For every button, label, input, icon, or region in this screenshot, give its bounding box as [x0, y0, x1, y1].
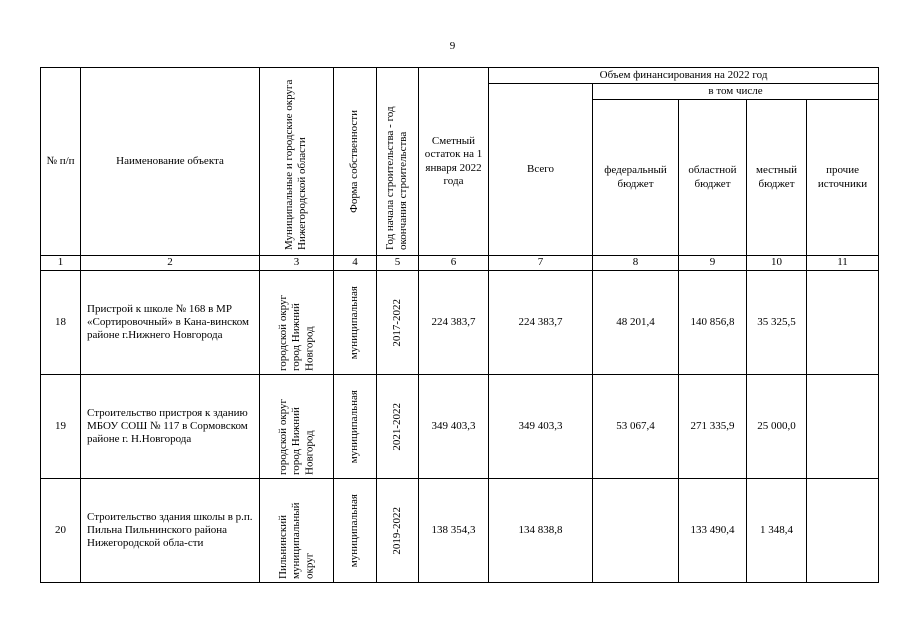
header-name: Наименование объекта [81, 68, 260, 256]
row-regional: 140 856,8 [679, 271, 747, 375]
page-number: 9 [449, 40, 456, 52]
row-local: 1 348,4 [747, 479, 807, 583]
row-ownership: муниципальная [334, 375, 377, 479]
row-years: 2019-2022 [377, 479, 419, 583]
row-num: 20 [41, 479, 81, 583]
row-municipality: Пильнинский муниципальный округ [260, 479, 334, 583]
row-other [807, 479, 879, 583]
header-local: местный бюджет [747, 100, 807, 256]
column-number: 5 [377, 256, 419, 271]
row-name: Строительство пристроя к зданию МБОУ СОШ № 117 в Сормовском районе г. Н.Новгорода [81, 375, 260, 479]
row-estimate: 349 403,3 [419, 375, 489, 479]
header-funding-group: Объем финансирования на 2022 год [489, 68, 879, 84]
header-other: прочие источники [807, 100, 879, 256]
row-name: Строительство здания школы в р.п. Пильна Пильнинского района Нижегородской обла-сти [81, 479, 260, 583]
row-ownership: муниципальная [334, 479, 377, 583]
row-estimate: 138 354,3 [419, 479, 489, 583]
row-municipality: городской округ город Нижний Новгород [260, 271, 334, 375]
row-federal: 48 201,4 [593, 271, 679, 375]
row-total: 134 838,8 [489, 479, 593, 583]
column-number: 6 [419, 256, 489, 271]
row-years: 2021-2022 [377, 375, 419, 479]
row-total: 349 403,3 [489, 375, 593, 479]
row-ownership: муниципальная [334, 271, 377, 375]
row-regional: 271 335,9 [679, 375, 747, 479]
column-number: 11 [807, 256, 879, 271]
header-total: Всего [489, 84, 593, 256]
row-estimate: 224 383,7 [419, 271, 489, 375]
row-regional: 133 490,4 [679, 479, 747, 583]
row-num: 18 [41, 271, 81, 375]
header-federal: федеральный бюджет [593, 100, 679, 256]
row-other [807, 271, 879, 375]
column-number: 10 [747, 256, 807, 271]
header-municipality: Муниципальные и городские округа Нижегородской области [260, 68, 334, 256]
column-number: 2 [81, 256, 260, 271]
row-total: 224 383,7 [489, 271, 593, 375]
funding-table [40, 67, 879, 583]
column-number: 7 [489, 256, 593, 271]
header-estimate: Сметный остаток на 1 января 2022 года [419, 68, 489, 256]
table-row [41, 479, 879, 583]
column-number: 4 [334, 256, 377, 271]
column-number: 8 [593, 256, 679, 271]
header-num: № п/п [41, 68, 81, 256]
column-number: 3 [260, 256, 334, 271]
row-municipality: городской округ город Нижний Новгород [260, 375, 334, 479]
header-including: в том числе [593, 84, 879, 100]
table-row [41, 271, 879, 375]
row-years: 2017-2022 [377, 271, 419, 375]
table-row [41, 375, 879, 479]
header-ownership: Форма собственности [334, 68, 377, 256]
row-federal [593, 479, 679, 583]
row-num: 19 [41, 375, 81, 479]
header-years: Год начала строительства - год окончания строительства [377, 68, 419, 256]
row-name: Пристрой к школе № 168 в МР «Сортировочный» в Кана-винском районе г.Нижнего Новгорода [81, 271, 260, 375]
column-number: 9 [679, 256, 747, 271]
row-local: 25 000,0 [747, 375, 807, 479]
column-number: 1 [41, 256, 81, 271]
header-regional: областной бюджет [679, 100, 747, 256]
row-other [807, 375, 879, 479]
row-local: 35 325,5 [747, 271, 807, 375]
row-federal: 53 067,4 [593, 375, 679, 479]
